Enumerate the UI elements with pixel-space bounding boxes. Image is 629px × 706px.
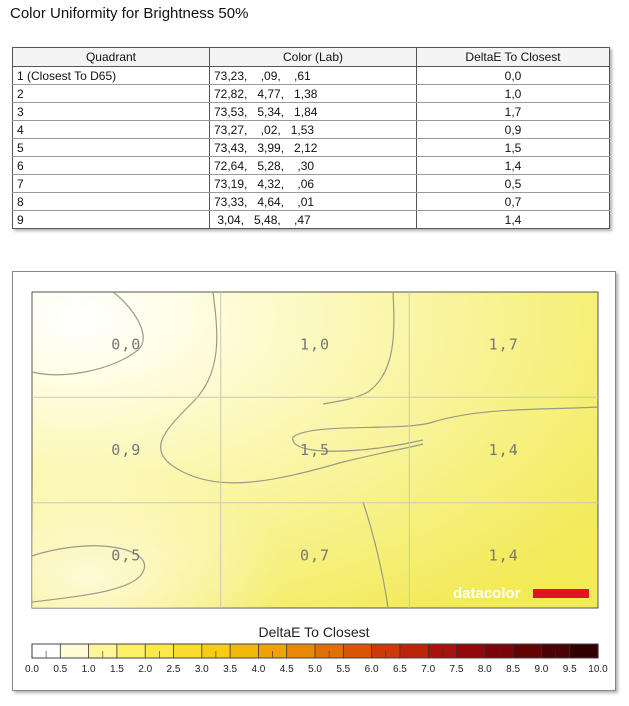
scale-segment xyxy=(145,644,174,658)
table-row xyxy=(13,175,610,193)
brand-text: datacolor xyxy=(453,585,521,602)
table-row xyxy=(13,139,610,157)
scale-segment xyxy=(32,644,61,658)
scale-tick-label: 7.0 xyxy=(421,664,436,675)
cell-label: 0,5 xyxy=(111,546,142,565)
cell-deltae: 1,5 xyxy=(417,139,610,157)
cell-color-lab: 73,19, 4,32, ,06 xyxy=(210,175,417,193)
scale-segment xyxy=(541,644,570,658)
scale-tick-label: 4.5 xyxy=(279,664,294,675)
table-row xyxy=(13,85,610,103)
cell-deltae: 1,4 xyxy=(417,211,610,229)
scale-segment xyxy=(287,644,316,658)
table-row xyxy=(13,121,610,139)
table-row xyxy=(13,211,610,229)
cell-deltae: 1,7 xyxy=(417,103,610,121)
cell-deltae: 0,0 xyxy=(417,67,610,85)
scale-tick-label: 3.5 xyxy=(223,664,238,675)
scale-tick-label: 9.5 xyxy=(562,664,577,675)
scale-tick-label: 7.5 xyxy=(449,664,464,675)
scale-tick-label: 2.0 xyxy=(138,664,153,675)
scale-segment xyxy=(230,644,259,658)
scale-tick-label: 2.5 xyxy=(166,664,181,675)
cell-color-lab: 73,27, ,02, 1,53 xyxy=(210,121,417,139)
scale-tick-label: 5.0 xyxy=(308,664,322,675)
cell-label: 1,5 xyxy=(299,441,331,459)
scale-segment xyxy=(60,644,89,658)
scale-segment xyxy=(174,644,203,658)
scale-segment xyxy=(485,644,514,658)
cell-color-lab: 72,64, 5,28, ,30 xyxy=(210,157,417,175)
scale-title: DeltaE To Closest xyxy=(258,624,370,640)
cell-quadrant: 4 xyxy=(13,121,210,139)
scale-segment xyxy=(117,644,146,658)
table-row xyxy=(13,103,610,121)
uniformity-table xyxy=(12,47,610,229)
cell-color-lab: 3,04, 5,48, ,47 xyxy=(210,211,417,229)
chart-svg xyxy=(13,272,615,690)
scale-segment xyxy=(202,644,231,658)
scale-tick-label: 8.0 xyxy=(477,664,492,675)
cell-quadrant: 9 xyxy=(13,211,210,229)
table-header-row xyxy=(13,48,610,67)
scale-tick-label: 4.0 xyxy=(251,664,266,675)
heatmap-plot xyxy=(32,292,598,608)
cell-color-lab: 73,43, 3,99, 2,12 xyxy=(210,139,417,157)
scale-tick-label: 6.5 xyxy=(392,664,407,675)
cell-deltae: 1,0 xyxy=(417,85,610,103)
cell-label: 0,0 xyxy=(111,335,142,354)
scale-tick-label: 6.0 xyxy=(364,664,379,675)
scale-tick-label: 1.5 xyxy=(109,664,124,675)
cell-label: 1,4 xyxy=(488,441,519,459)
cell-color-lab: 73,33, 4,64, ,01 xyxy=(210,193,417,211)
scale-tick-label: 10.0 xyxy=(588,664,608,675)
scale-tick-label: 5.5 xyxy=(336,664,351,675)
cell-quadrant: 8 xyxy=(13,193,210,211)
scale-tick-label: 3.0 xyxy=(194,664,209,675)
cell-color-lab: 73,53, 5,34, 1,84 xyxy=(210,103,417,121)
cell-label: 1,4 xyxy=(488,546,519,565)
scale-segment xyxy=(343,644,372,658)
page-title: Color Uniformity for Brightness 50% xyxy=(10,5,249,22)
table-row xyxy=(13,193,610,211)
scale-segment xyxy=(400,644,429,658)
scale-segment xyxy=(513,644,542,658)
cell-label: 1,0 xyxy=(299,335,331,354)
scale-tick-label: 0.5 xyxy=(53,664,68,675)
cell-color-lab: 72,82, 4,77, 1,38 xyxy=(210,85,417,103)
cell-quadrant: 1 (Closest To D65) xyxy=(13,67,210,85)
header-color-lab: Color (Lab) xyxy=(210,48,417,67)
cell-quadrant: 5 xyxy=(13,139,210,157)
scale-segment xyxy=(457,644,486,658)
cell-deltae: 0,7 xyxy=(417,193,610,211)
cell-label: 1,7 xyxy=(488,335,519,354)
cell-deltae: 1,4 xyxy=(417,157,610,175)
scale-tick-label: 8.5 xyxy=(506,664,521,675)
table-row xyxy=(13,67,610,85)
cell-quadrant: 2 xyxy=(13,85,210,103)
cell-label: 0,7 xyxy=(299,546,331,565)
cell-color-lab: 73,23, ,09, ,61 xyxy=(210,67,417,85)
scale-tick-label: 0.0 xyxy=(25,664,39,675)
cell-quadrant: 6 xyxy=(13,157,210,175)
header-quadrant: Quadrant xyxy=(13,48,210,67)
cell-label: 0,9 xyxy=(111,441,142,459)
uniformity-chart xyxy=(12,271,616,691)
cell-quadrant: 3 xyxy=(13,103,210,121)
scale-tick-label: 1.0 xyxy=(81,664,96,675)
cell-deltae: 0,9 xyxy=(417,121,610,139)
scale-tick-label: 9.0 xyxy=(534,664,549,675)
header-deltae: DeltaE To Closest xyxy=(417,48,610,67)
cell-deltae: 0,5 xyxy=(417,175,610,193)
cell-quadrant: 7 xyxy=(13,175,210,193)
table-row xyxy=(13,157,610,175)
brand-bar xyxy=(533,589,589,598)
scale-segment xyxy=(570,644,599,658)
table-body xyxy=(13,67,610,229)
scale-segment xyxy=(315,644,344,658)
